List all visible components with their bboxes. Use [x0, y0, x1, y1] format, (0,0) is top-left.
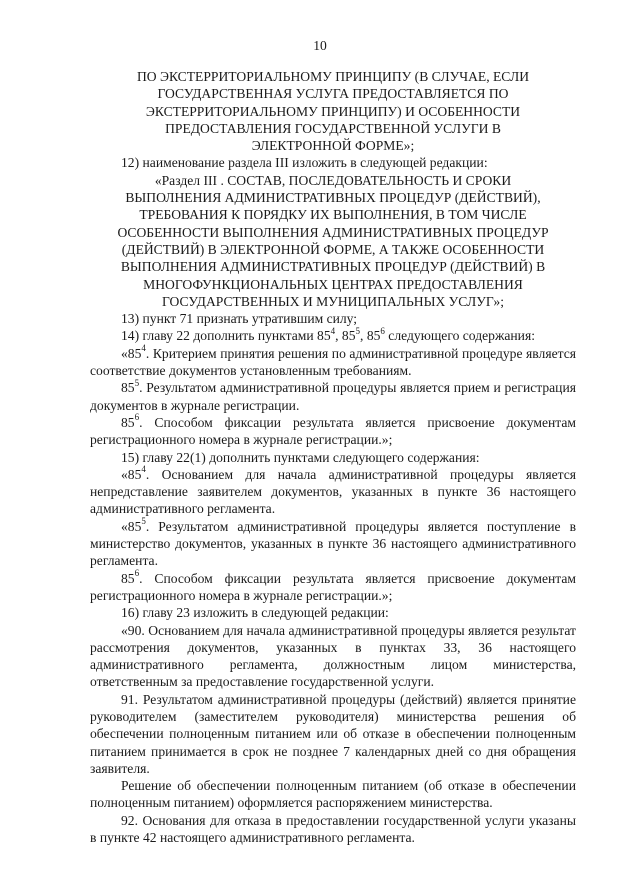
superscript: 4: [141, 464, 146, 475]
superscript: 5: [355, 325, 361, 336]
para-number: 85: [121, 380, 135, 396]
paragraph-92: 92. Основания для отказа в предоставлении государственной услуги указаны в пункте 42 настоящего административного регламента.: [90, 812, 576, 846]
page-number: 10: [313, 38, 327, 53]
superscript: 4: [330, 325, 336, 336]
section-3-line: «Раздел III . СОСТАВ, ПОСЛЕДОВАТЕЛЬНОСТЬ И СРОКИ: [154, 172, 512, 188]
superscript: 4: [141, 343, 146, 354]
section-3-line: ТРЕБОВАНИЯ К ПОРЯДКУ ИХ ВЫПОЛНЕНИЯ, В ТОМ ЧИСЛЕ: [139, 207, 527, 223]
item-14-text: , 85: [335, 328, 356, 344]
paragraph-91: 91. Результатом административной процедуры (действий) является принятие руководителем (заместителем руководителя) министерства решения об обеспечении полноценным питанием или об отказе в обеспечении полноценным питанием принимается в срок не позднее 7 календарных дней со дня обращения заявителя.: [90, 691, 576, 776]
para-text: . Способом фиксации результата является присвоение документам регистрационного номера в журнале регистрации.»;: [90, 570, 576, 603]
item-16: 16) главу 23 изложить в следующей редакции:: [121, 605, 389, 621]
para-number: 85: [121, 570, 135, 586]
para-text: . Способом фиксации результата является присвоение документам регистрационного номера в журнале регистрации.»;: [90, 414, 576, 448]
item-12: 12) наименование раздела III изложить в следующей редакции:: [121, 155, 488, 171]
item-14-text: , 85: [360, 328, 381, 344]
para-number: «85: [121, 345, 142, 361]
paragraph-85-6-b: [90, 570, 576, 605]
paragraph-85-5-b: [90, 518, 576, 570]
item-15: 15) главу 22(1) дополнить пунктами следующего содержания:: [121, 449, 480, 465]
item-14-text: 14) главу 22 дополнить пунктами 85: [121, 328, 331, 344]
heading-line: ЭКСТЕРРИТОРИАЛЬНОМУ ПРИНЦИПУ) И ОСОБЕННОСТИ: [145, 103, 521, 119]
superscript: 6: [134, 568, 140, 579]
para-text: . Критерием принятия решения по административной процедуре является соответствие документов установленным требованиям.: [90, 345, 576, 379]
section-3-title: [90, 172, 576, 310]
para-text: . Основанием для начала административной процедуры является непредставление заявителем документов, указанных в пункте 36 настоящего административного регламента.: [90, 466, 576, 517]
section-3-line: ГОСУДАРСТВЕННЫХ И МУНИЦИПАЛЬНЫХ УСЛУГ»;: [162, 293, 504, 309]
heading-line: ЭЛЕКТРОННОЙ ФОРМЕ»;: [251, 138, 415, 154]
paragraph-85-4-a: [90, 345, 576, 380]
item-13: 13) пункт 71 признать утратившим силу;: [121, 311, 358, 327]
paragraph-90: «90. Основанием для начала административной процедуры является результат рассмотрения документов, указанных в пунктах 33, 36 настоящего административного регламента, должностным лицом министерства, ответственным за предоставление государственной услуги.: [90, 622, 576, 690]
section-3-line: ОСОБЕННОСТИ ВЫПОЛНЕНИЯ АДМИНИСТРАТИВНЫХ ПРОЦЕДУР: [117, 224, 549, 240]
superscript: 6: [134, 412, 140, 423]
para-text: . Результатом административной процедуры является поступление в министерство документов, указанных в пункте 36 настоящего административного регламента.: [90, 518, 576, 569]
section-3-line: МНОГОФУНКЦИОНАЛЬНЫХ ЦЕНТРАХ ПРЕДОСТАВЛЕНИЯ: [143, 276, 523, 292]
superscript: 5: [141, 516, 146, 527]
para-number: «85: [121, 466, 142, 482]
document-body: [90, 68, 576, 846]
para-text: . Результатом административной процедуры является прием и регистрация документов в журнале регистрации.: [90, 380, 576, 413]
para-number: 85: [121, 414, 135, 430]
section-3-line: (ДЕЙСТВИЙ) В ЭЛЕКТРОННОЙ ФОРМЕ, А ТАКЖЕ ОСОБЕННОСТИ: [121, 241, 545, 257]
paragraph-85-5-a: [90, 379, 576, 414]
paragraph-85-6-a: [90, 414, 576, 449]
item-14: [90, 327, 576, 344]
heading-line: ПРЕДОСТАВЛЕНИЯ ГОСУДАРСТВЕННОЙ УСЛУГИ В: [165, 120, 501, 136]
heading-line: ПО ЭКСТЕРРИТОРИАЛЬНОМУ ПРИНЦИПУ (В СЛУЧАЕ, ЕСЛИ: [136, 69, 530, 84]
paragraph-85-4-b: [90, 466, 576, 518]
section-heading-continuation: [90, 68, 576, 154]
heading-line: ГОСУДАРСТВЕННАЯ УСЛУГА ПРЕДОСТАВЛЯЕТСЯ ПО: [157, 86, 509, 102]
section-3-line: ВЫПОЛНЕНИЯ АДМИНИСТРАТИВНЫХ ПРОЦЕДУР (ДЕЙСТВИЙ) В: [120, 259, 546, 275]
superscript: 6: [380, 325, 385, 336]
section-3-line: ВЫПОЛНЕНИЯ АДМИНИСТРАТИВНЫХ ПРОЦЕДУР (ДЕЙСТВИЙ),: [125, 190, 541, 206]
item-14-text: следующего содержания:: [384, 328, 535, 344]
paragraph-decision: Решение об обеспечении полноценным питанием (об отказе в обеспечении полноценным питанием) оформляется распоряжением министерства.: [90, 778, 576, 811]
para-number: «85: [121, 518, 142, 534]
superscript: 5: [134, 377, 140, 388]
